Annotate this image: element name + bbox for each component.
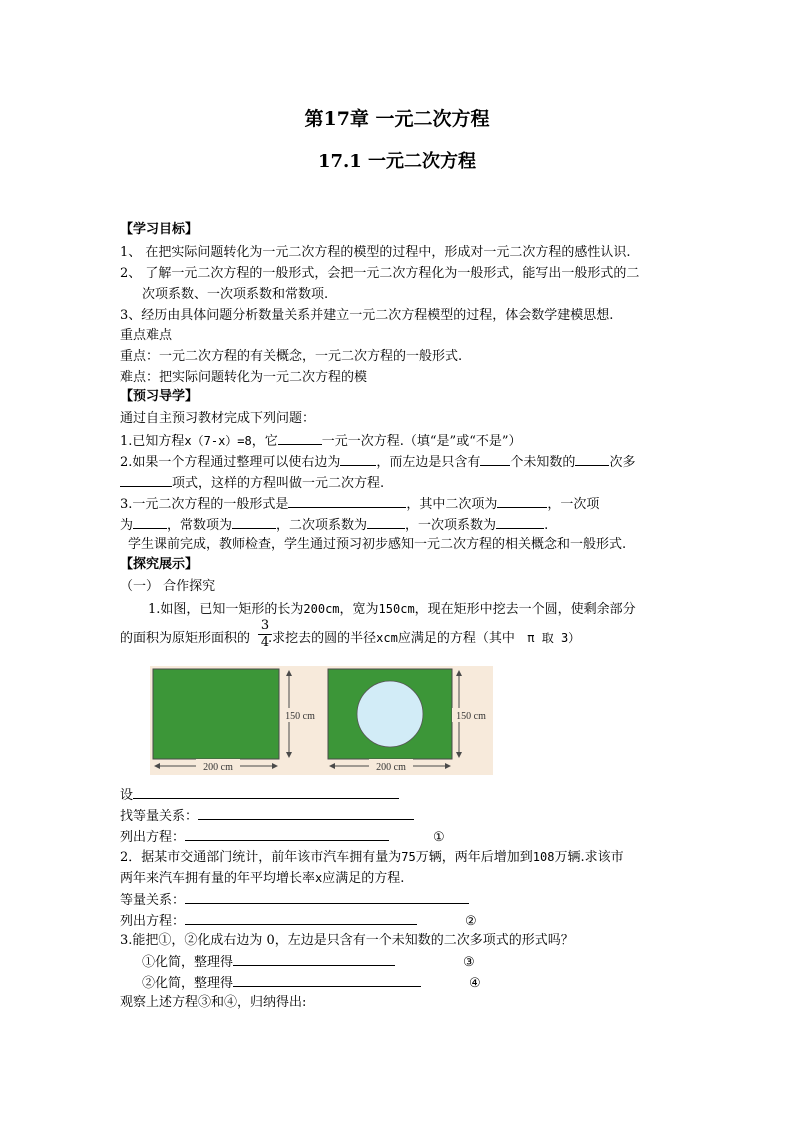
chapter-title: 第17章 一元二次方程 [304,108,490,130]
blank[interactable] [233,973,421,987]
preview-heading: 【预习导学】 [120,389,199,404]
height-label-left: 150 cm [285,711,315,722]
preview-q2: 2.如果一个方程通过整理可以使右边为 ，而左边是只含有 个未知数的 次多 [120,452,635,472]
width-label-right: 200 cm [376,762,406,773]
problem-2: 2．据某市交通部门统计，前年该市汽车拥有量为75万辆，两年后增加到108万辆.求该市 [120,850,624,865]
blank[interactable] [288,494,406,508]
problem-2-cont: 两年来汽车拥有量的年平均增长率x应满足的方程. [120,871,405,886]
rectangle-diagram [150,666,493,775]
preview-q2-cont: 项式，这样的方程叫做一元二次方程. [120,473,384,493]
let-line: 设 [120,785,399,805]
blank[interactable] [185,890,469,904]
blank[interactable] [278,431,322,445]
fraction-three-quarters: $\frac{3}{4}$ [258,618,272,651]
blank[interactable] [233,952,395,966]
blank[interactable] [575,452,609,466]
blank[interactable] [133,785,399,799]
conclusion-line: 观察上述方程③和④，归纳得出: [120,995,307,1010]
blank[interactable] [496,515,544,529]
rect-left [153,669,279,759]
equation-line-1: 列出方程： ① [120,827,445,847]
blank[interactable] [497,494,547,508]
width-label-left: 200 cm [203,762,233,773]
key-heading: 重点难点 [120,328,173,343]
preview-q3-cont: 为 ，常数项为 ，二次项系数为 ，一次项系数为 . [120,515,548,535]
explore-sub: （一） 合作探究 [120,579,216,594]
section-title: 17.1 一元二次方程 [317,151,477,172]
equation-line-2: 列出方程： ② [120,911,477,931]
blank[interactable] [185,911,417,925]
blank[interactable] [198,806,414,820]
blank[interactable] [120,473,172,487]
preview-q1: 1.已知方程x（7-x）=8，它 一元一次方程.（填“是”或“不是”） [120,431,522,451]
rectangle-figure [150,666,493,775]
preview-intro: 通过自主预习教材完成下列问题： [120,411,316,426]
simplify-1: ①化简，整理得 ③ [142,952,475,972]
removed-circle [357,681,423,747]
objective-1: 1、 在把实际问题转化为一元二次方程的模型的过程中，形成对一元二次方程的感性认识. [120,245,631,260]
preview-note: 学生课前完成，教师检查，学生通过预习初步感知一元二次方程的相关概念和一般形式. [128,537,627,552]
blank[interactable] [232,515,276,529]
blank[interactable] [133,515,167,529]
objective-2: 2、 了解一元二次方程的一般形式，会把一元二次方程化为一般形式，能写出一般形式的二 [120,266,640,281]
key-point: 重点：一元二次方程的有关概念，一元二次方程的一般形式. [120,349,463,364]
objective-3: 3、经历由具体问题分析数量关系并建立一元二次方程模型的过程，体会数学建模思想. [120,308,614,323]
blank[interactable] [340,452,376,466]
blank[interactable] [185,827,389,841]
preview-q3: 3.一元二次方程的一般形式是 ，其中二次项为 ，一次项 [120,494,599,514]
problem-3: 3.能把①，②化成右边为 0，左边是只含有一个未知数的二次多项式的形式吗？ [120,933,574,948]
problem-1-cont: 的面积为原矩形面积的 .求挖去的圆的半径xcm应满足的方程（其中 π 取 3） [120,631,581,646]
blank[interactable] [480,452,510,466]
relation-line-2: 等量关系： [120,890,469,910]
simplify-2: ②化简，整理得 ④ [142,973,481,993]
objectives-heading: 【学习目标】 [120,222,199,237]
explore-heading: 【探究展示】 [120,557,199,572]
objective-2-cont: 次项系数、一次项系数和常数项. [142,287,329,302]
problem-1: 1.如图，已知一矩形的长为200cm，宽为150cm，现在矩形中挖去一个圆，使剩余部分 [148,602,636,617]
difficulty: 难点：把实际问题转化为一元二次方程的模 [120,370,368,385]
relation-line: 找等量关系： [120,806,414,826]
height-label-right: 150 cm [456,711,486,722]
blank[interactable] [367,515,405,529]
